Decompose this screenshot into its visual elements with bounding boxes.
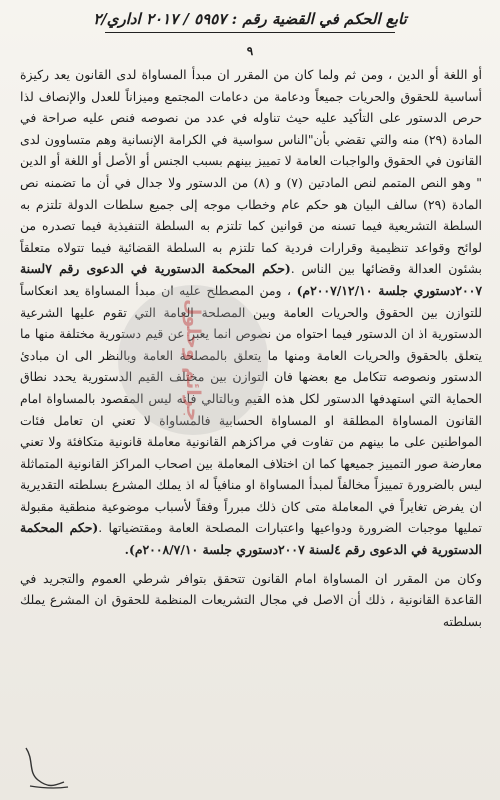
watermark-text: جرائم وحلول	[182, 298, 204, 422]
paragraph-1	[20, 64, 482, 561]
paragraph-2	[20, 568, 482, 633]
case-header: تابع الحكم في القضية رقم : ٥٩٥٧ / ٢٠١٧ اداري/٢	[93, 10, 407, 28]
header-underline	[105, 32, 395, 33]
paragraph-1-text: أو اللغة أو الدين ، ومن ثم ولما كان من المقرر ان مبدأ المساواة لدى القانون يعد ركيزة أساسية للحقوق والحريات جميعاً ودعامة من دعامات المجتمع وميزاناً للعدل والإنصاف لذا حرص الدستور على التأكيد عليه حيث تناوله في عدد من نصوصه فنص عليه صراحة في المادة (٢٩) منه والتي تقضي بأن"الناس سواسية في الكرامة الإنسانية وهم متساوون لدى القانون في الحقوق والواجبات العامة لا تمييز بينهم بسبب الجنس أو الأصل أو اللغة أو الدين " وهو النص المتمم لنص المادتين (٧) و (٨) من الدستور ولا جدال في أن ما تضمنه نص المادة (٢٩) سالف البيان هو حكم عام وخطاب موجه إلى جميع سلطات الدولة تلتزم به السلطة التشريعية فيما تسنه من قوانين كما تلتزم به السلطة التنفيذية فيما تصدره من لوائح وقواعد تنظيمية وقرارات فردية كما تلتزم به السلطة القضائية فيما تتولاه متعلقاً بشئون العدالة وقضائها بين الناس .	[20, 67, 483, 277]
judgment-body	[20, 64, 482, 632]
handwritten-mark-icon	[20, 742, 80, 792]
court-ruling-citation-1: (حكم المحكمة الدستورية في الدعوى رقم ٧لسنة ٢٠٠٧دستوري جلسة ٢٠٠٧/١٢/١٠م)	[20, 261, 482, 298]
court-ruling-citation-2: (حكم المحكمة الدستورية في الدعوى رقم ٤لسنة ٢٠٠٧دستوري جلسة ٢٠٠٨/٧/١٠م).	[20, 520, 482, 558]
paragraph-2-text: وكان من المقرر ان المساواة امام القانون تتحقق بتوافر شرطي العموم والتجريد في القاعدة القانونية ، ذلك أن الاصل في مجال التشريعات المنظمة للحقوق ان المشرع يملك بسلطته	[20, 570, 482, 629]
page-number: ٩	[246, 44, 254, 58]
paragraph-1-continued: ، ومن المصطلح عليه ان مبدأ المساواة يعد انعكاساً للتوازن بين الحقوق والحريات العامة وبين المصلحة العامة التي تقوم عليها الشرعية الدستورية اذ ان الدستور فيما احتواه من نصوص انما يعبر عن قيم دستورية مختلفة منها ما يتعلق بالحقوق والحريات العامة ومنها ما يتعلق بالمصلحة العامة وبالنظر الى ان مبادئ الدستور ونصوصه تتكامل مع بعضها فان التوازن بين مختلف القيم الدستورية يحدد نطاق الحماية التي استهدفها الدستور لكل هذه القيم وبالتالي فانه ليس المقصود بالمساواة امام القانون المساواة المطلقة او المساواة الحسابية فالمساواة لا تعني ان تعامل فئات المواطنين على ما بينهم من تفاوت في مراكزهم القانونية معاملة قانونية متكافئة ولا تعني معارضة صور التمييز جميعها كما ان اختلاف المعاملة بين اصحاب المراكز القانونية المتماثلة ليس بالضرورة تمييزاً مخالفاً لمبدأ المساواة او منافياً له اذ يملك المشرع بسلطته التقديرية ان يفرض تغايراً في المعاملة متى كان ذلك مبرراً وفقاً لأسباب موضوعية منطقية مقبولة تمليها موجبات الضرورة ودواعيها واعتبارات المصلحة العامة ومقتضياتها .	[20, 282, 482, 536]
